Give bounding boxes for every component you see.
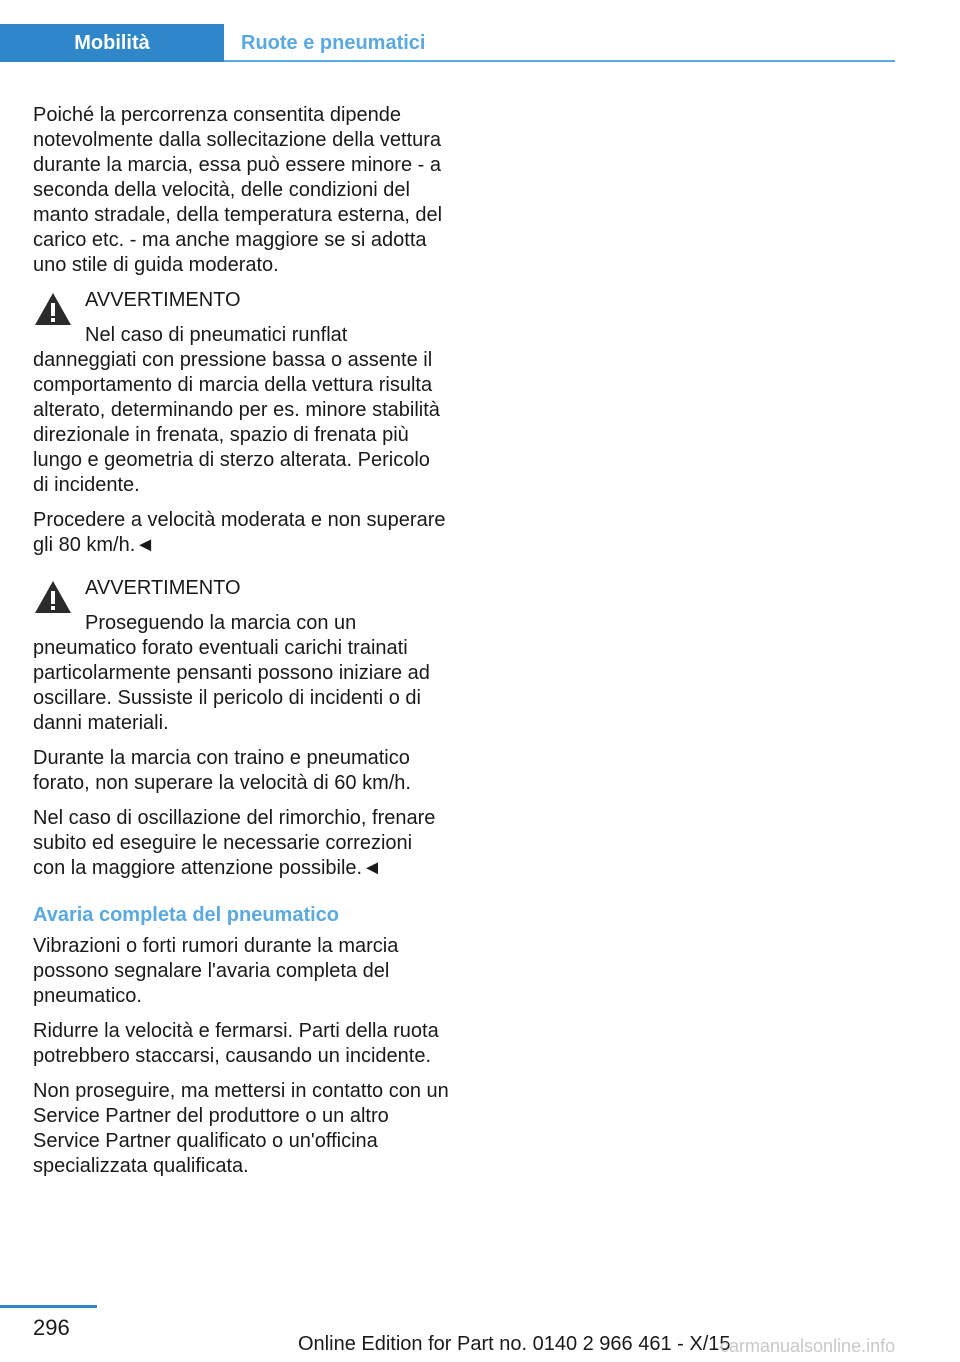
section-paragraph: Vibrazioni o forti rumori durante la marcia possono segnalare l'avaria completa del pneumatico. — [33, 935, 399, 1007]
section-paragraph: Non proseguire, ma mettersi in contatto con un Service Partner del produttore o un altro Service Partner qualificato o un'officina specializzata qualificata. — [33, 1080, 449, 1177]
watermark: carmanualsonline.info — [720, 1336, 896, 1356]
header-rule — [224, 60, 895, 62]
warning-action: Procedere a velocità moderata e non superare gli 80 km/h.◄ — [33, 509, 446, 556]
warning-action: Nel caso di oscillazione del rimorchio, frenare subito ed eseguire le necessarie correzioni con la maggiore attenzione possibile.◄ — [33, 807, 436, 879]
warning-triangle-icon — [33, 291, 73, 327]
page-header — [0, 0, 960, 62]
header-tab-mobilita: Mobilità — [0, 24, 224, 62]
warning-text: Nel caso di pneumatici runflat danneggiati con pressione bassa o assente il comportamento di marcia della vettura risulta alterato, determinando per es. minore stabilità direzionale in frenata, spazio di frenata più lungo e geometria di sterzo alterata. Pericolo di incidente. — [33, 324, 440, 496]
warning-block-1 — [33, 288, 449, 558]
warning-action: Durante la marcia con traino e pneumatico forato, non superare la velocità di 60 km/h. — [33, 747, 411, 794]
warning-text: Proseguendo la marcia con un pneumatico forato eventuali carichi trainati particolarmente pensanti possono iniziare ad oscillare. Sussiste il pericolo di incidenti o di danni materiali. — [33, 612, 430, 734]
warning-triangle-icon — [33, 579, 73, 615]
section-heading: Avaria completa del pneumatico — [33, 904, 340, 926]
warning-title: AVVERTIMENTO — [85, 289, 241, 311]
footer-rule — [0, 1305, 97, 1308]
page-content — [33, 103, 449, 1189]
warning-title: AVVERTIMENTO — [85, 577, 241, 599]
intro-paragraph: Poiché la percorrenza consentita dipende notevolmente dalla sollecitazione della vettura durante la marcia, essa può essere minore - a seconda della velocità, delle condizioni del manto stradale, della temperatura esterna, del carico etc. - ma anche maggiore se si adotta uno stile di guida moderato. — [33, 104, 443, 276]
edition-note: Online Edition for Part no. 0140 2 966 461 - X/15 — [298, 1333, 731, 1355]
warning-block-2 — [33, 576, 449, 881]
page-number: 296 — [33, 1315, 70, 1340]
header-tab-ruote-pneumatici: Ruote e pneumatici — [241, 32, 426, 54]
section-paragraph: Ridurre la velocità e fermarsi. Parti della ruota potrebbero staccarsi, causando un incidente. — [33, 1020, 439, 1067]
